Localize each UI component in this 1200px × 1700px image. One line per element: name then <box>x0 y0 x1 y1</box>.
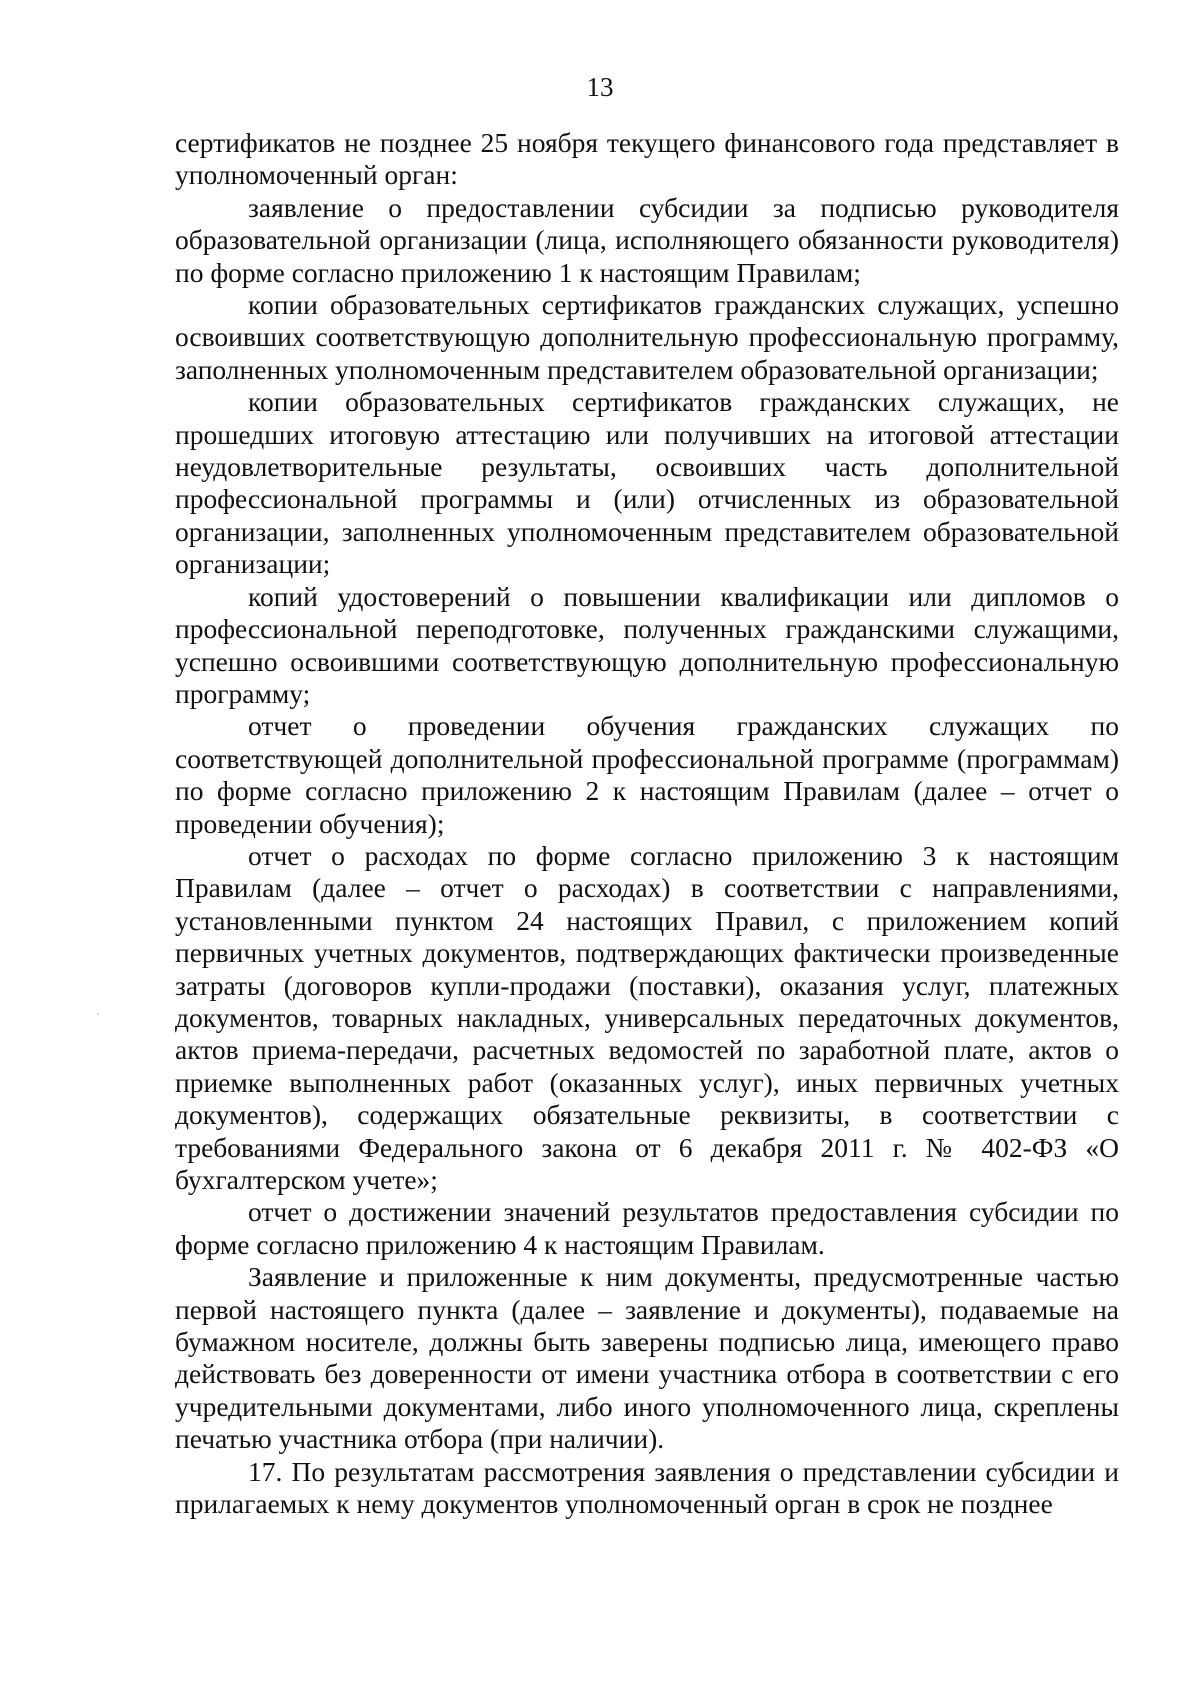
paragraph-clause-17: 17. По результатам рассмотрения заявления о представлении субсидии и прилагаемых к нему документов уполномоченный орган в срок не позднее <box>175 1455 1119 1520</box>
scan-artifact <box>97 1013 99 1015</box>
paragraph-certification-requirements: Заявление и приложенные к ним документы, предусмотренные частью первой настоящего пункта (далее – заявление и документы), подаваемые на бумажном носителе, должны быть заверены подписью лица, имеющего право действовать без доверенности от имени участника отбора в соответствии с его учредительными документами, либо иного уполномоченного лица, скреплены печатью участника отбора (при наличии). <box>175 1261 1119 1455</box>
paragraph-certificates-not-completed: копии образовательных сертификатов гражданских служащих, не прошедших итоговую аттестацию или получивших на итоговой аттестации неудовлетворительные результаты, освоивших часть дополнительной профессиональной программы и (или) отчисленных из образовательной организации, заполненных уполномоченным представителем образовательной организации; <box>175 386 1119 580</box>
document-body <box>175 127 1119 1520</box>
paragraph-diploma-copies: копий удостоверений о повышении квалификации или дипломов о профессиональной переподготовке, полученных гражданскими служащими, успешно освоившими соответствующую дополнительную профессиональную программу; <box>175 580 1119 709</box>
paragraph-continuation: сертификатов не позднее 25 ноября текущего финансового года представляет в уполномоченный орган: <box>175 127 1119 191</box>
paragraph-results-report: отчет о достижении значений результатов предоставления субсидии по форме согласно приложению 4 к настоящим Правилам. <box>175 1196 1119 1260</box>
page-number: 13 <box>586 72 614 102</box>
paragraph-expense-report: отчет о расходах по форме согласно приложению 3 к настоящим Правилам (далее – отчет о расходах) в соответствии с направлениями, установленными пунктом 24 настоящих Правил, с приложением копий первичных учетных документов, подтверждающих фактически произведенные затраты (договоров купли-продажи (поставки), оказания услуг, платежных документов, товарных накладных, универсальных передаточных документов, актов приема-передачи, расчетных ведомостей по заработной плате, актов о приемке выполненных работ (оказанных услуг), иных первичных учетных документов), содержащих обязательные реквизиты, в соответствии с требованиями Федерального закона от 6 декабря 2011 г. № 402-ФЗ «О бухгалтерском учете»; <box>175 839 1119 1195</box>
paragraph-certificates-completed: копии образовательных сертификатов гражданских служащих, успешно освоивших соответствующую дополнительную профессиональную программу, заполненных уполномоченным представителем образовательной организации; <box>175 289 1119 385</box>
paragraph-training-report: отчет о проведении обучения гражданских служащих по соответствующей дополнительной профессиональной программе (программам) по форме согласно приложению 2 к настоящим Правилам (далее – отчет о проведении обучения); <box>175 710 1119 839</box>
paragraph-application: заявление о предоставлении субсидии за подписью руководителя образовательной организации (лица, исполняющего обязанности руководителя) по форме согласно приложению 1 к настоящим Правилам; <box>175 191 1119 288</box>
